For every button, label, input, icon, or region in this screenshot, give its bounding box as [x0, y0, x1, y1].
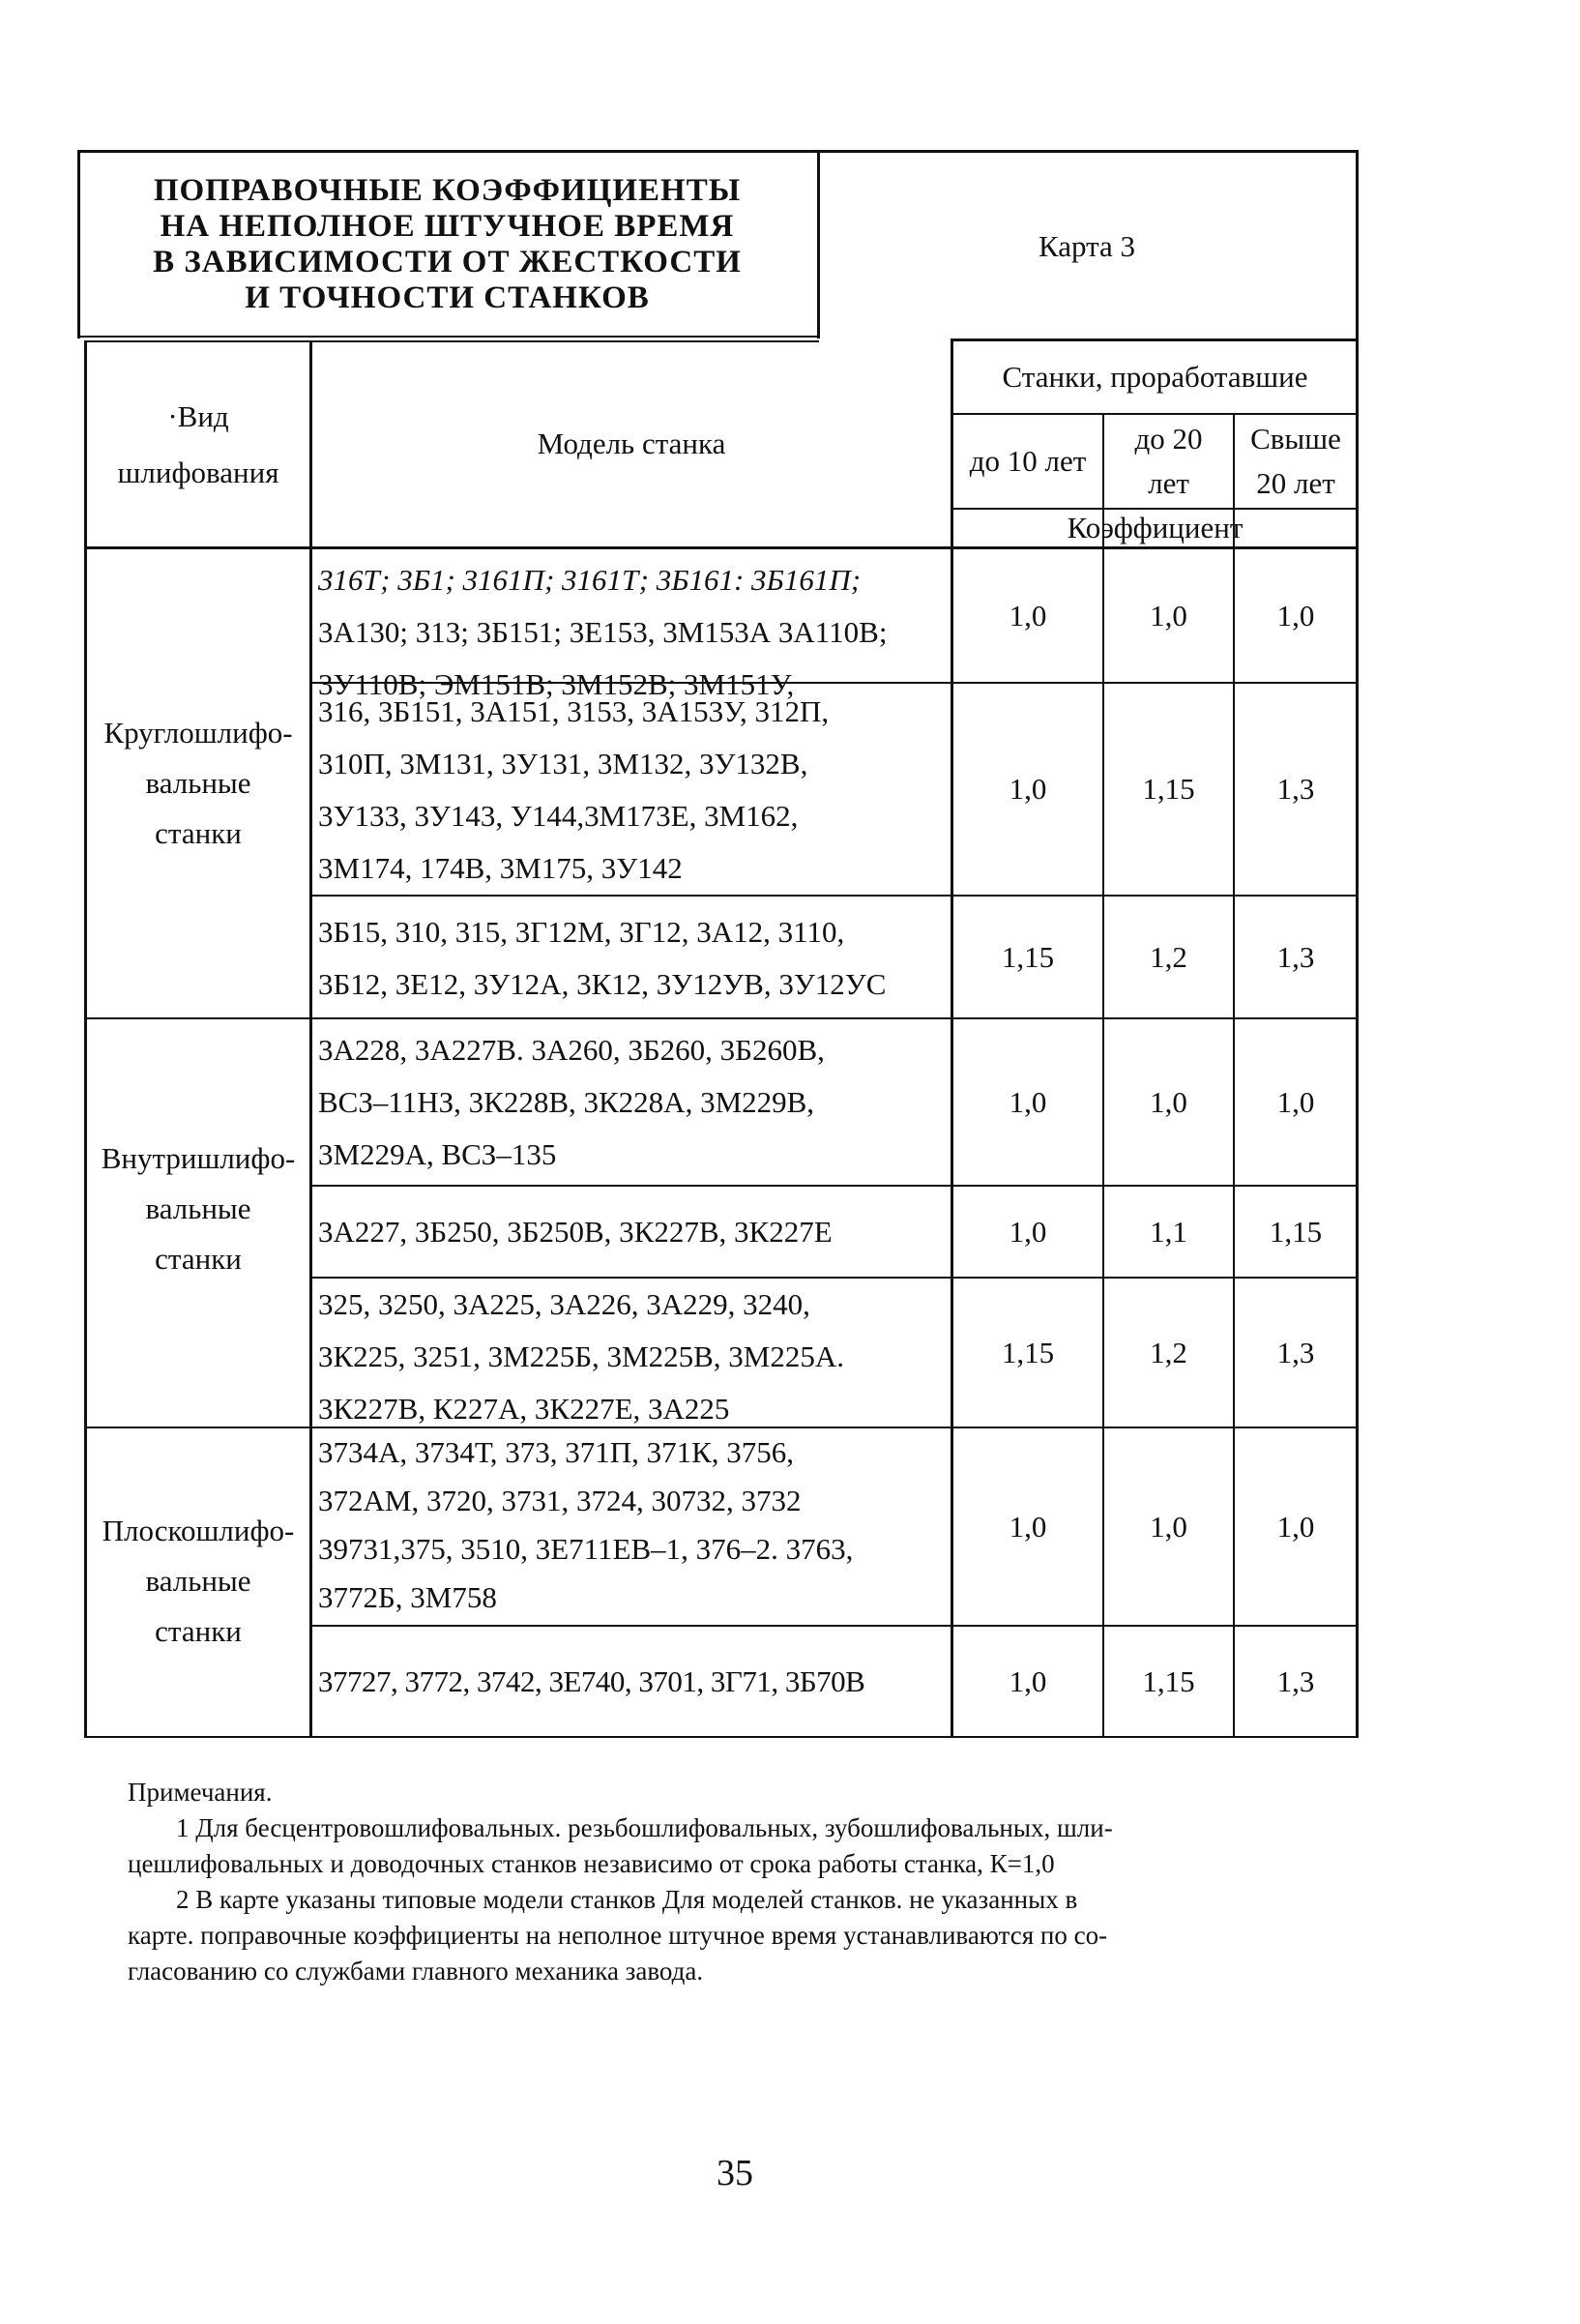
header-age-3 [1235, 415, 1357, 508]
model-line: 3772Б, 3М758 [318, 1580, 497, 1614]
coef-age-3: 1,0 [1276, 1509, 1315, 1544]
model-line: 3К225, 3251, 3М225Б, 3М225В, 3М225А. [318, 1339, 844, 1373]
header-age-2 [1104, 415, 1233, 508]
coef-age-2: 1,0 [1150, 598, 1187, 632]
coef-age-2: 1,0 [1150, 1084, 1187, 1119]
category-line: Внутришлифо- [101, 1141, 296, 1175]
category-line: Плоскошлифо- [102, 1514, 295, 1547]
table-row-models [312, 1279, 951, 1427]
note-1-cont: цешлифовальных и доводочных станков независимо от срока работы станка, К=1,0 [128, 1849, 1055, 1878]
coef-age-2: 1,1 [1150, 1214, 1187, 1249]
model-line: 316Т; 3Б1; 3161П; 3161Т; 3Б161: 3Б161П; [318, 563, 862, 597]
coef-age-1: 1,0 [1009, 1084, 1047, 1119]
model-line: ВСЗ–11НЗ, 3К228В, 3К228А, 3М229В, [318, 1085, 815, 1119]
table-row-models [312, 1187, 951, 1277]
header-model: Модель станка [537, 426, 726, 460]
coef-age-2: 1,15 [1142, 772, 1195, 806]
category-line: Круглошлифо- [103, 716, 293, 750]
table-row-models [312, 1428, 951, 1625]
title-bottom-border [77, 336, 818, 338]
title-line-1: ПОПРАВОЧНЫЕ КОЭФФИЦИЕНТЫ [153, 172, 742, 208]
header-age-2-line-2: лет [1148, 466, 1189, 500]
category-surface [87, 1475, 309, 1688]
title-line-4: И ТОЧНОСТИ СТАНКОВ [245, 279, 650, 315]
title-line-2: НА НЕПОЛНОЕ ШТУЧНОЕ ВРЕМЯ [160, 208, 735, 244]
coef-age-3: 1,3 [1276, 939, 1315, 974]
coef-age-1: 1,15 [1001, 939, 1055, 974]
card-number: Карта 3 [1038, 229, 1136, 263]
coef-age-3: 1,3 [1276, 1663, 1315, 1698]
coef-age-2: 1,2 [1150, 1335, 1187, 1369]
table-row-models [312, 897, 951, 1017]
category-line: станки [155, 1614, 242, 1648]
note-2: 2 В карте указаны типовые модели станков Для моделей станков. не указанных в [176, 1885, 1078, 1914]
model-line: 372АМ, 3720, 3731, 3724, 30732, 3732 [318, 1484, 802, 1517]
header-type-line-2: шлифования [117, 456, 279, 489]
coef-age-2: 1,0 [1150, 1509, 1187, 1544]
category-line: вальные [145, 1564, 251, 1598]
note-1: 1 Для бесцентровошлифовальных. резьбошлифовальных, зубошлифовальных, шли- [176, 1813, 1113, 1842]
coef-age-1: 1,0 [1009, 772, 1047, 806]
note-2-cont-2: гласованию со службами главного механика завода. [128, 1956, 704, 1986]
table-row-models [312, 1627, 951, 1736]
title-top-border [77, 150, 1359, 153]
coef-age-1: 1,0 [1009, 1509, 1047, 1544]
model-line: 3У110В; ЭМ151В; 3М152В; 3М151У, [318, 667, 795, 701]
coef-age-3: 1,0 [1276, 1084, 1315, 1119]
model-line: 3Б15, 310, 315, 3Г12М, 3Г12, 3А12, 3110, [318, 915, 845, 949]
card-title [77, 155, 817, 334]
model-line: 316, 3Б151, 3А151, 3153, 3А153У, 312П, [318, 694, 830, 728]
header-type-line-1: ·Вид [167, 399, 229, 433]
coef-age-3: 1,3 [1276, 1335, 1315, 1369]
title-divider [817, 150, 820, 338]
header-age-3-line-1: Свыше [1250, 422, 1341, 456]
notes [128, 1775, 1327, 1989]
category-line: станки [155, 1242, 242, 1276]
table-row-models [312, 1019, 951, 1185]
model-line: 37727, 3772, 3742, 3Е740, 3701, 3Г71, 3Б70В [318, 1663, 865, 1698]
model-line: 325, 3250, 3А225, 3А226, 3А229, 3240, [318, 1287, 810, 1321]
header-age-3-line-2: 20 лет [1256, 466, 1335, 500]
table-row-models [312, 549, 951, 701]
category-line: станки [155, 816, 242, 850]
title-left-border [77, 150, 80, 338]
model-line: 3М174, 174В, 3М175, 3У142 [318, 851, 683, 885]
model-line: 3М229А, ВСЗ–135 [318, 1137, 557, 1171]
model-line: 3734А, 3734Т, 373, 371П, 371К, 3756, [318, 1435, 795, 1469]
coef-age-3: 1,0 [1276, 598, 1315, 632]
model-line: 39731,375, 3510, 3Е711ЕВ–1, 376–2. 3763, [318, 1532, 854, 1566]
model-line: 3К227В, К227А, 3К227Е, 3А225 [318, 1392, 730, 1426]
coef-age-2: 1,2 [1150, 939, 1187, 974]
header-machines-worked: Станки, проработавшие [1002, 359, 1308, 394]
model-line: 3Б12, 3Е12, 3У12А, 3К12, 3У12УВ, 3У12УС [318, 967, 887, 1001]
category-cylindrical [87, 677, 309, 890]
category-line: вальные [145, 1191, 251, 1225]
category-line: вальные [145, 766, 251, 800]
header-type [87, 387, 309, 503]
coef-age-1: 1,0 [1009, 1214, 1047, 1249]
header-age-1: до 10 лет [969, 444, 1087, 478]
header-age-2-line-1: до 20 [1134, 422, 1203, 456]
coef-age-1: 1,0 [1009, 598, 1047, 632]
model-line: 3А228, 3А227В. 3А260, 3Б260, 3Б260В, [318, 1033, 825, 1067]
note-2-cont: карте. поправочные коэффициенты на неполное штучное время устанавливаются по со- [128, 1921, 1108, 1950]
model-line: 3У133, 3У143, У144,3М173Е, 3М162, [318, 799, 799, 833]
title-line-3: В ЗАВИСИМОСТИ ОТ ЖЕСТКОСТИ [153, 244, 742, 279]
model-line: 310П, 3М131, 3У131, 3М132, 3У132В, [318, 747, 808, 780]
coef-age-3: 1,15 [1269, 1214, 1323, 1249]
table-bottom-border [84, 1736, 1357, 1738]
model-line: 3А227, 3Б250, 3Б250В, 3К227В, 3К227Е [318, 1214, 833, 1249]
coef-age-1: 1,15 [1001, 1335, 1055, 1369]
notes-heading: Примечания. [128, 1778, 273, 1807]
category-internal [87, 1103, 309, 1315]
model-line: 3А130; 313; 3Б151; 3Е153, 3М153А 3А110В; [318, 615, 888, 649]
coef-age-2: 1,15 [1142, 1663, 1195, 1698]
header-coefficient: Коэффициент [1067, 511, 1244, 544]
coef-age-1: 1,0 [1009, 1663, 1047, 1698]
table-row-models [312, 684, 951, 895]
page-number: 35 [717, 2153, 753, 2193]
coef-age-3: 1,3 [1276, 772, 1315, 806]
